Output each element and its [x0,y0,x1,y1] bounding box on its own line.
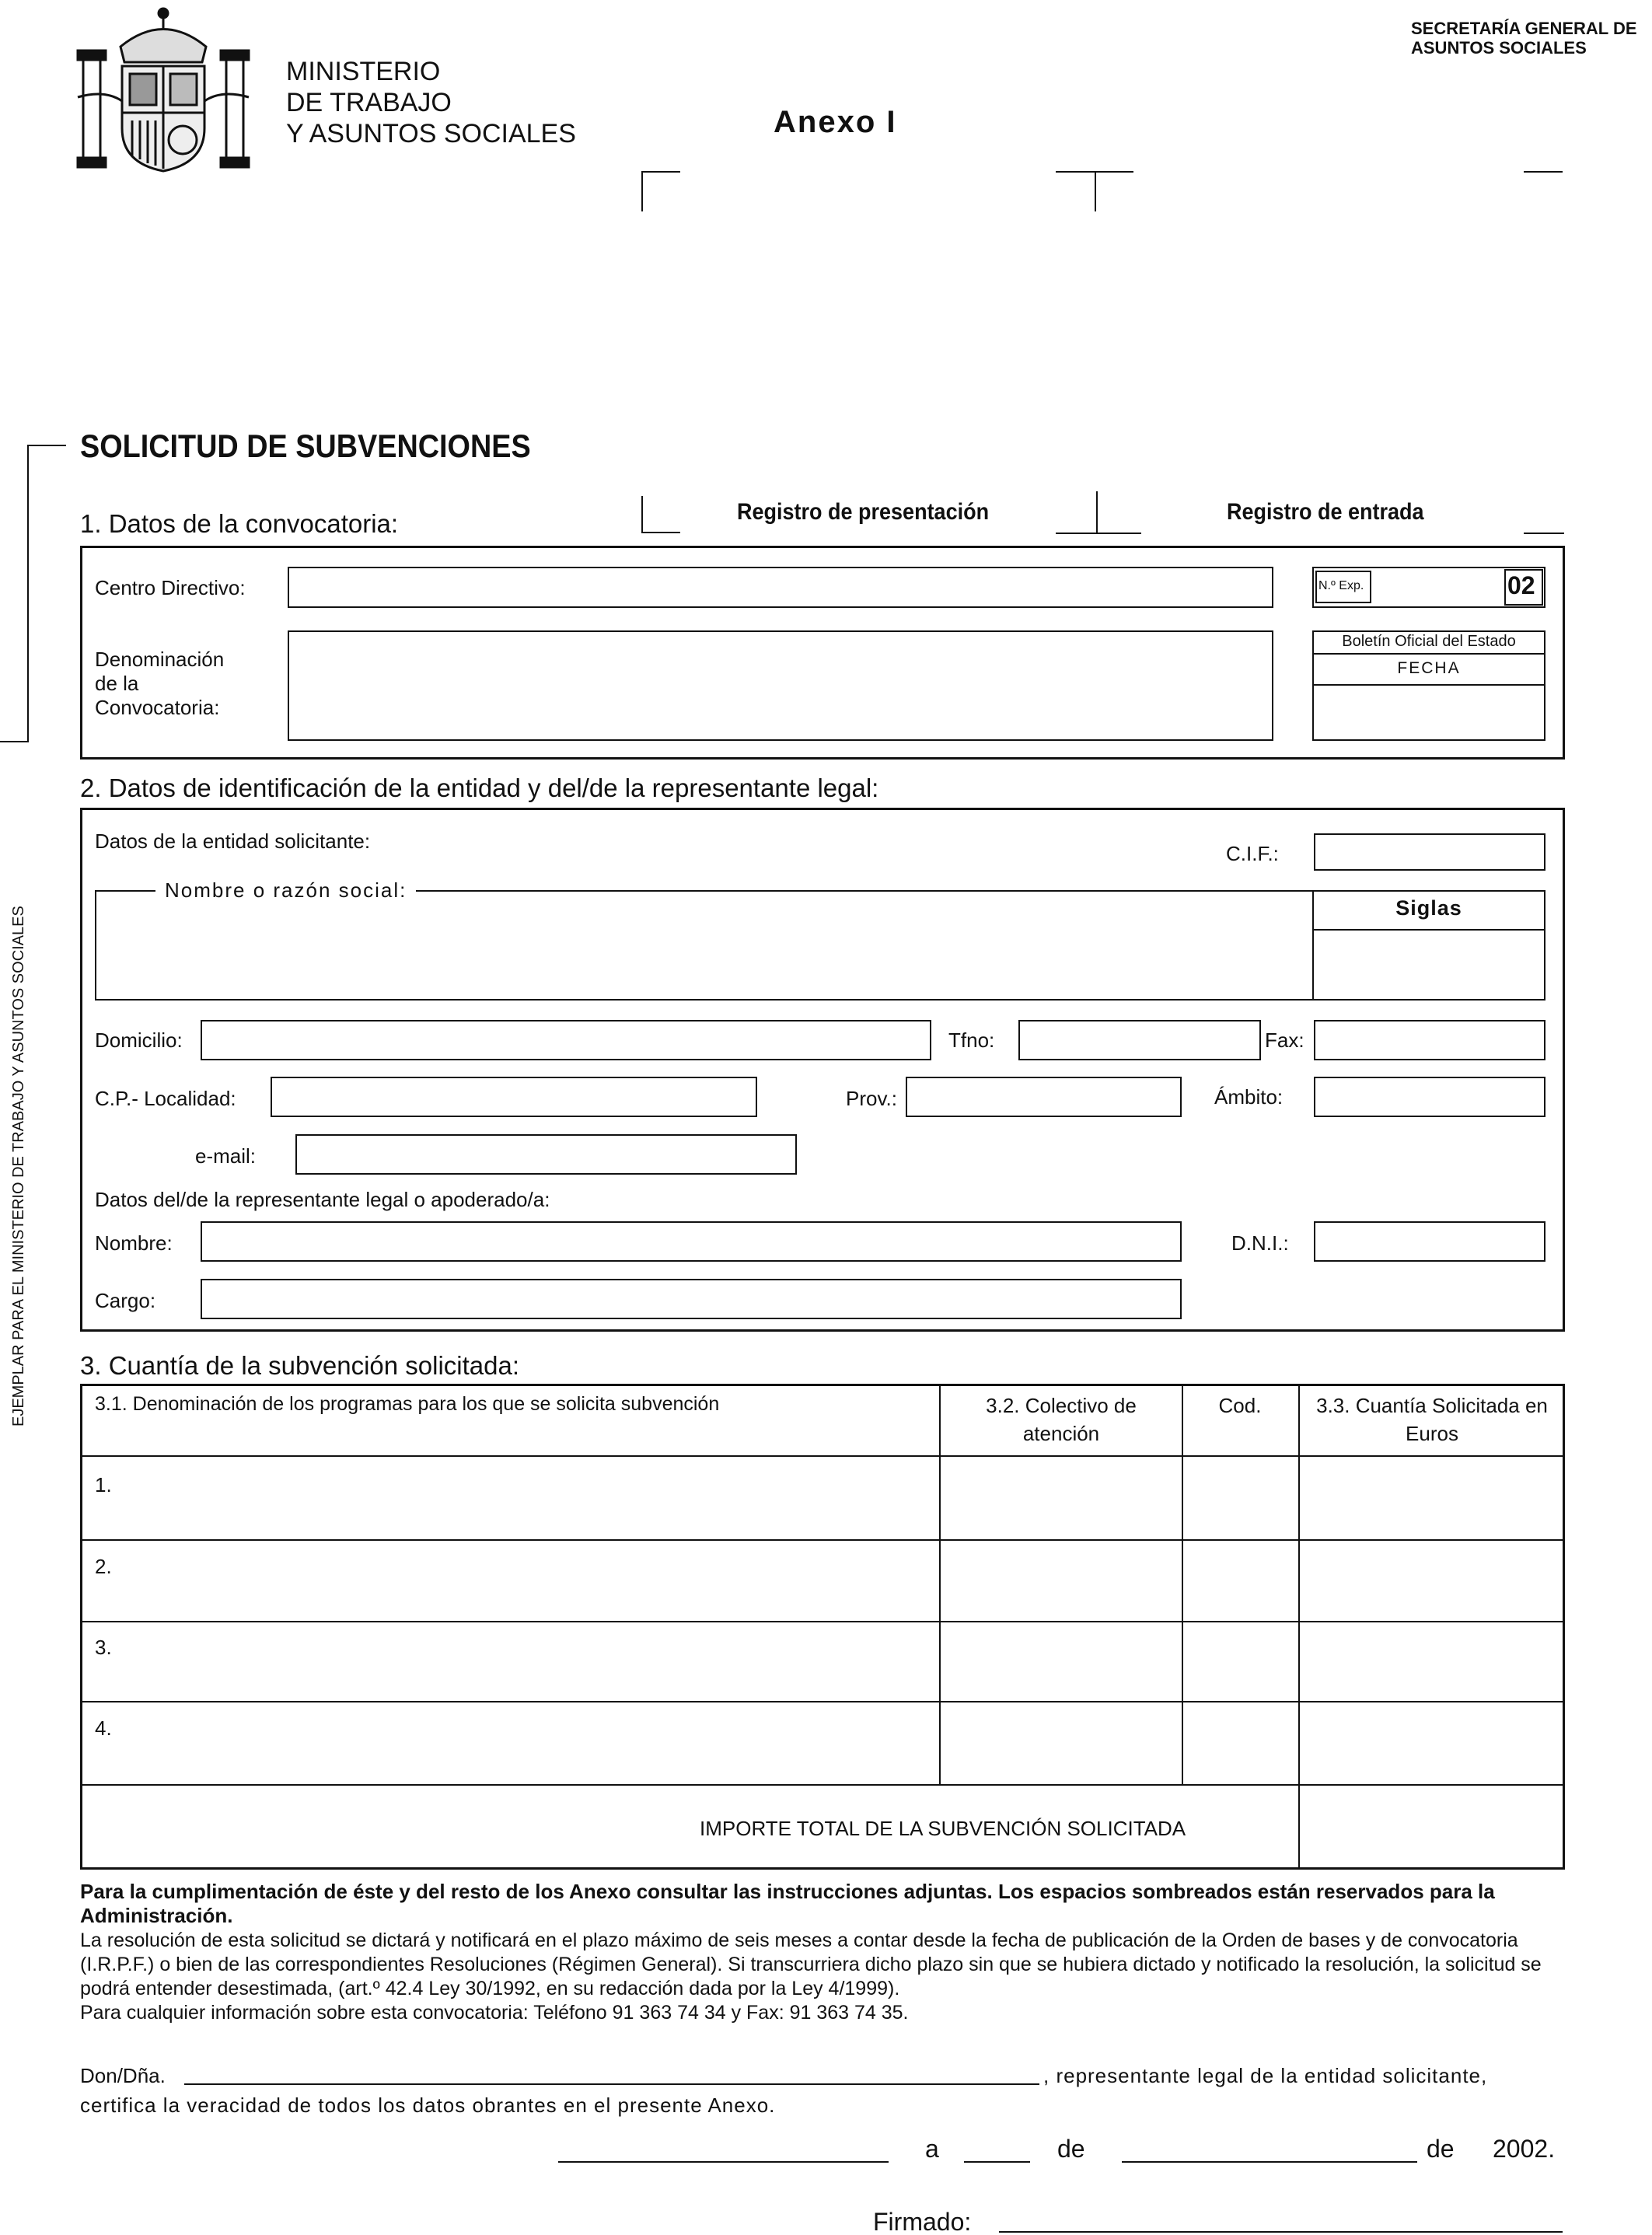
n-exp-label: N.º Exp. [1318,579,1364,592]
side-label: EJEMPLAR PARA EL MINISTERIO DE TRABAJO Y ASUNTOS SOCIALES [10,906,27,1427]
corner-mark [641,171,643,211]
form-title: SOLICITUD DE SUBVENCIONES [80,428,531,464]
a-label: a [925,2135,939,2163]
cargo-label: Cargo: [95,1289,156,1312]
fecha-label: FECHA [1397,659,1461,677]
corner-mark [0,741,29,742]
fecha-input[interactable] [1314,686,1544,739]
col-header-colectivo: 3.2. Colectivo de atención [986,1394,1137,1445]
ambito-label: Ámbito: [1214,1085,1284,1109]
representante-label: , representante legal de la entidad solicitante, [1043,2064,1488,2087]
registro-presentacion-label: Registro de presentación [737,499,990,525]
table-row: 3. [95,1636,112,1659]
denominacion-label [95,648,224,720]
denominacion-input[interactable] [288,630,1273,741]
registro-entrada-label: Registro de entrada [1227,499,1424,525]
email-label: e-mail: [195,1144,257,1168]
table-row-divider [80,1539,1565,1541]
denominacion-line-1: Denominación [95,648,225,671]
annex-title: Anexo I [774,105,897,139]
nombre-razon-label: Nombre o razón social: [155,878,416,903]
col-header-programas: 3.1. Denominación de los programas para los que se solicita subvención [95,1393,720,1415]
notes-resolution: La resolución de esta solicitud se dictará y notificará en el plazo máximo de seis meses a contar desde la fecha de publicación de la Orden de bases y de convocatoria (I.R.P.F.) o bien de las correspondientes Resoluciones (Régimen General). Si transcurriera dicho plazo sin que se hubiera dictado y notificado la resolución, la solicitud se podrá entender desestimada, (art.º 42.4 Ley 30/1992, en su redacción dada por la Ley 4/1999). [80,1929,1542,1999]
ambito-input[interactable] [1314,1077,1545,1117]
tfno-label: Tfno: [948,1028,995,1052]
tfno-input[interactable] [1018,1020,1261,1060]
nombre-label: Nombre: [95,1231,173,1255]
ministry-line-3: Y ASUNTOS SOCIALES [286,119,576,148]
corner-mark [1095,171,1096,211]
section-3-heading: 3. Cuantía de la subvención solicitada: [80,1351,520,1380]
cp-localidad-label: C.P.- Localidad: [95,1087,236,1110]
certifica-label: certifica la veracidad de todos los datos obrantes en el presente Anexo. [80,2094,776,2117]
don-label: Don/Dña. [80,2064,166,2087]
cargo-input[interactable] [201,1279,1182,1319]
secretaria-label [1411,19,1637,58]
table-row: 1. [95,1473,112,1496]
exp-code: 02 [1507,571,1535,599]
section-1-heading: 1. Datos de la convocatoria: [80,509,399,538]
table-row: 2. [95,1555,112,1578]
corner-mark [27,445,29,742]
col-header-cuantia: 3.3. Cuantía Solicitada en Euros [1316,1394,1548,1445]
datos-representante-label: Datos del/de la representante legal o apoderado/a: [95,1188,550,1211]
fax-input[interactable] [1314,1020,1545,1060]
corner-mark [1524,533,1564,534]
year-label: 2002. [1493,2135,1556,2163]
prov-input[interactable] [906,1077,1182,1117]
denominacion-line-2: de la [95,672,139,695]
dni-label: D.N.I.: [1231,1231,1289,1255]
day-line[interactable] [964,2161,1030,2163]
notes-bold: Para la cumplimentación de éste y del resto de los Anexo consultar las instrucciones adjuntas. Los espacios sombreados están reservados para la Administración. [80,1880,1495,1927]
denominacion-line-3: Convocatoria: [95,696,220,719]
ministry-line-2: DE TRABAJO [286,88,452,117]
total-amount-input[interactable] [1300,1786,1563,1868]
datos-entidad-label: Datos de la entidad solicitante: [95,829,371,853]
section-2-heading: 2. Datos de identificación de la entidad y del/de la representante legal: [80,774,879,802]
corner-mark [1056,533,1141,534]
domicilio-label: Domicilio: [95,1028,183,1052]
ministry-line-1: MINISTERIO [286,57,441,86]
centro-directivo-input[interactable] [288,567,1273,608]
corner-mark [641,532,680,533]
table-row-divider [80,1455,1565,1457]
corner-mark [27,445,66,446]
boletin-divider [1312,653,1545,655]
signature-line[interactable] [999,2231,1563,2233]
dni-input[interactable] [1314,1221,1545,1262]
nombre-input[interactable] [201,1221,1182,1262]
cif-label: C.I.F.: [1226,842,1279,865]
corner-mark [641,171,680,173]
notes-info: Para cualquier información sobre esta convocatoria: Teléfono 91 363 74 34 y Fax: 91 363 74 35. [80,2002,909,2024]
de-label-1: de [1057,2135,1085,2163]
table-row: 4. [95,1716,112,1740]
cp-localidad-input[interactable] [271,1077,757,1117]
coat-of-arms-logo [74,4,253,179]
secretaria-line-1: SECRETARÍA GENERAL DE [1411,19,1637,38]
don-name-line[interactable] [184,2083,1039,2085]
siglas-label: Siglas [1395,896,1462,920]
table-row-divider [80,1701,1565,1702]
siglas-divider [1312,929,1545,931]
table-row-divider [80,1621,1565,1622]
firmado-label: Firmado: [873,2208,972,2235]
table-column-divider [1182,1384,1183,1784]
prov-label: Prov.: [846,1087,897,1110]
place-line[interactable] [558,2161,889,2163]
corner-mark [641,496,643,533]
table-column-divider [939,1384,941,1784]
corner-mark [1524,171,1563,173]
fax-label: Fax: [1265,1028,1304,1052]
boletin-label: Boletín Oficial del Estado [1342,633,1516,650]
ministry-name [286,56,576,149]
domicilio-input[interactable] [201,1020,931,1060]
month-line[interactable] [1122,2161,1417,2163]
total-label: IMPORTE TOTAL DE LA SUBVENCIÓN SOLICITADA [700,1817,1186,1840]
email-input[interactable] [295,1134,797,1175]
centro-directivo-label: Centro Directivo: [95,576,246,599]
corner-mark [1096,491,1098,534]
col-header-cod: Cod. [1218,1394,1262,1417]
de-label-2: de [1427,2135,1455,2163]
cif-input[interactable] [1314,833,1545,871]
secretaria-line-2: ASUNTOS SOCIALES [1411,38,1587,58]
